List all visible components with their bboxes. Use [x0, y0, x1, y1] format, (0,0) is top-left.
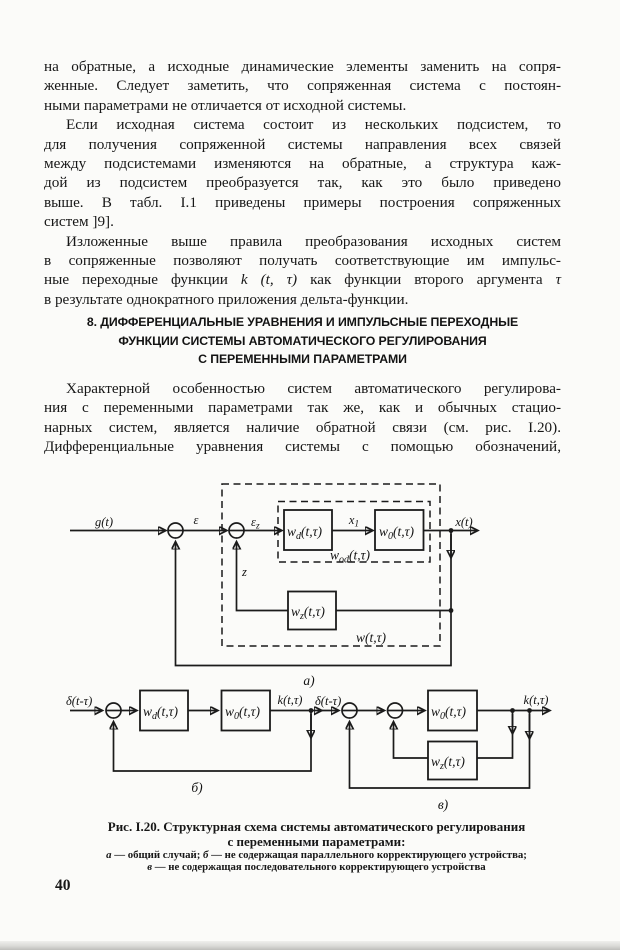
text-line: между подсистемами изменяются на обратные, а структура каж-	[44, 155, 561, 173]
text-line: Характерной особенностью систем автоматического регулирова-	[66, 380, 561, 397]
signal-node	[309, 708, 314, 713]
body-text-block	[44, 379, 561, 457]
math-inline: τ	[555, 271, 562, 289]
wz-feedback-path	[237, 542, 289, 611]
heading-line: 8. ДИФФЕРЕНЦИАЛЬНЫЕ УРАВНЕНИЯ И ИМПУЛЬСНЫЕ ПЕРЕХОДНЫЕ	[86, 315, 519, 329]
diagram-b	[66, 691, 322, 796]
outer-dashed-box	[222, 484, 440, 646]
signal-node	[449, 528, 454, 533]
text-line: Если исходная система состоит из нескольких подсистем, то	[66, 116, 561, 134]
block-wz-label: $w_z(t,\tau)$	[431, 754, 465, 772]
note-key: б	[203, 849, 209, 861]
outer-feedback-path	[176, 531, 452, 666]
caption-line: Рис. I.20. Структурная схема системы автоматического регулирования	[107, 819, 526, 834]
feedback-path	[114, 711, 312, 772]
block-wz	[288, 592, 336, 630]
text-line: выше. В табл. I.1 приведены примеры построения сопряженных	[44, 193, 561, 211]
note-text: — не содержащая последовательного корректирующего устройства	[152, 860, 486, 873]
block-wz-label: $w_z(t,\tau)$	[291, 604, 325, 622]
figure-caption-note	[58, 850, 575, 874]
block-wd	[140, 691, 188, 731]
output-label: k(t,τ)	[277, 693, 303, 707]
text-segment: как функции второго аргумента	[297, 271, 556, 289]
summing-junction	[342, 703, 357, 718]
caption-note-line	[58, 862, 575, 874]
input-label: δ(t-τ)	[315, 694, 342, 708]
note-key: в	[147, 860, 153, 873]
signal-node	[527, 708, 532, 713]
wz-feedback-path	[477, 711, 513, 759]
outer-feedback-path	[350, 711, 530, 789]
block-w0-label: $w_0(t,\tau)$	[225, 704, 260, 722]
text-line: Изложенные выше правила преобразования исходных систем	[66, 232, 561, 250]
epsilon-z-label: $\varepsilon_z$	[251, 515, 260, 532]
page-number: 40	[55, 877, 71, 894]
scan-bottom-edge	[0, 941, 620, 950]
text-line: систем ]9].	[44, 213, 114, 231]
heading-line: ФУНКЦИИ СИСТЕМЫ АВТОМАТИЧЕСКОГО РЕГУЛИРОВАНИЯ	[118, 333, 487, 348]
block-w0	[428, 691, 477, 731]
block-wd-label: $w_d(t,\tau)$	[143, 704, 178, 722]
diagram-b-tag: б)	[191, 780, 203, 795]
input-label: δ(t-τ)	[66, 694, 93, 708]
summing-junction	[229, 523, 244, 538]
signal-node	[449, 608, 454, 613]
summing-junction	[106, 703, 121, 718]
signal-node	[510, 708, 515, 713]
block-w0-label: $w_0(t,\tau)$	[431, 704, 466, 722]
summing-junction	[168, 523, 183, 538]
heading-line: С ПЕРЕМЕННЫМИ ПАРАМЕТРАМИ	[198, 352, 407, 367]
wod-box-label: $w_{od}(t,\tau)$	[330, 547, 370, 566]
block-w0	[222, 691, 271, 731]
text-line: нарных систем, является наличие обратной связи (см. рис. I.20).	[44, 418, 561, 436]
block-w0-label: $w_0(t,\tau)$	[379, 524, 414, 542]
text-line: дой из подсистем преобразуется так, как это было приведено	[44, 174, 561, 192]
text-line: женные. Следует заметить, что сопряженная система с постоян-	[44, 77, 561, 95]
text-line	[44, 270, 561, 289]
body-text-block	[44, 57, 561, 309]
z-label: z	[242, 565, 247, 579]
block-wd-label: $w_d(t,\tau)$	[287, 524, 322, 542]
output-label: x(t)	[455, 515, 473, 529]
note-text: — общий случай;	[111, 849, 204, 861]
text-line: в сопряженные позволяют получать соответствующие им импульс-	[44, 252, 561, 270]
text-segment: ные переходные функции	[44, 271, 241, 289]
diagram-a-tag: а)	[303, 673, 315, 688]
output-label: k(t,τ)	[523, 693, 549, 707]
diagram-v-tag: в)	[437, 797, 449, 812]
caption-line: с переменными параметрами:	[227, 833, 406, 849]
text-line: для получения сопряженной системы направления всех связей	[44, 135, 561, 153]
text-line: в результате однократного приложения дельта-функции.	[44, 290, 409, 308]
section-heading	[44, 313, 561, 369]
block-wz	[428, 742, 477, 780]
note-key: а	[106, 849, 112, 861]
summing-junction	[388, 703, 403, 718]
figure-caption	[58, 820, 575, 849]
block-wd	[284, 510, 332, 550]
text-line: ния с переменными параметрами так же, как и обычных стацио-	[44, 399, 561, 417]
inner-dashed-box	[278, 502, 430, 563]
note-text: — не содержащая параллельного корректирующего устройства;	[208, 849, 527, 861]
block-w0	[375, 510, 424, 550]
epsilon-label: ε	[193, 513, 199, 527]
text-line: на обратные, а исходные динамические элементы заменить на сопря-	[44, 58, 561, 75]
diagram-a	[70, 484, 478, 688]
text-line: ными параметрами не отличается от исходной системы.	[44, 96, 407, 114]
diagram-v	[315, 691, 550, 813]
math-inline: k (t, τ)	[240, 271, 298, 289]
x1-label: $x_1$	[348, 513, 360, 530]
wz-feedback-path	[394, 722, 429, 759]
text-line: Дифференциальные уравнения системы с помощью обозначений,	[44, 438, 561, 456]
input-label: g(t)	[94, 515, 114, 529]
w-box-label: w(t,τ)	[356, 630, 386, 645]
